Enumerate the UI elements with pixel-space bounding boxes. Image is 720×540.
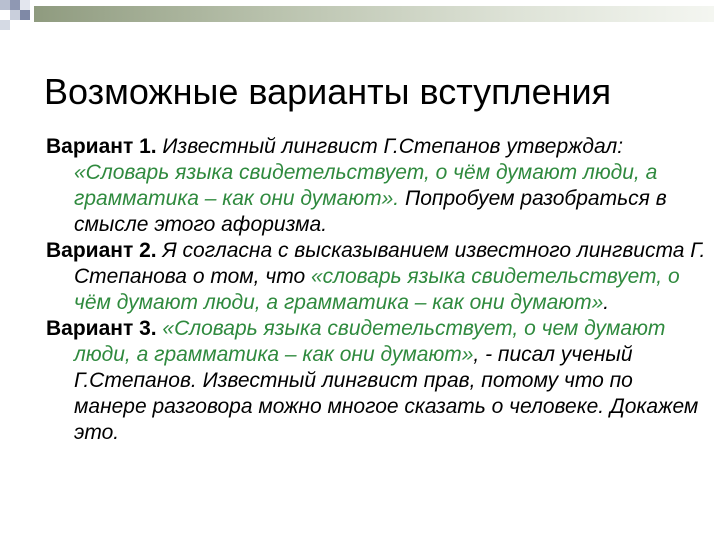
variant-text: Известный лингвист Г.Степанов утверждал: (156, 135, 624, 158)
variant-text: Попробуем разобраться в смысле этого афоризма. (74, 187, 667, 236)
corner-square (0, 20, 10, 30)
variant-label: Вариант 3. (46, 317, 157, 340)
slide-title: Возможные варианты вступления (44, 71, 612, 112)
corner-square (10, 0, 20, 10)
variant-2 (46, 238, 706, 316)
header-gradient-band (34, 6, 714, 22)
variant-text: Я согласна с высказыванием известного лингвиста Г. Степанова о том, что (74, 239, 706, 288)
corner-square (20, 10, 30, 20)
variant-text: , - писал ученый Г.Степанов. Известный лингвист прав, потому что по манере разговора можно многое сказать о человеке. Докажем это. (74, 343, 699, 444)
slide-content (46, 134, 706, 446)
variant-quote: «Словарь языка свидетельствует, о чем думают люди, а грамматика – как они думают» (74, 317, 666, 366)
variant-3 (46, 316, 706, 446)
variant-text: . (603, 291, 610, 314)
variant-quote: «Словарь языка свидетельствует, о чём думают люди, а грамматика – как они думают». (74, 161, 658, 210)
variant-quote: «словарь языка свидетельствует, о чём думают люди, а грамматика – как они думают» (74, 265, 680, 314)
variant-label: Вариант 2. (46, 239, 157, 262)
variant-label: Вариант 1. (46, 135, 157, 158)
corner-square (20, 0, 30, 10)
corner-square (10, 10, 20, 20)
corner-square (0, 0, 10, 10)
variant-1 (46, 134, 706, 238)
